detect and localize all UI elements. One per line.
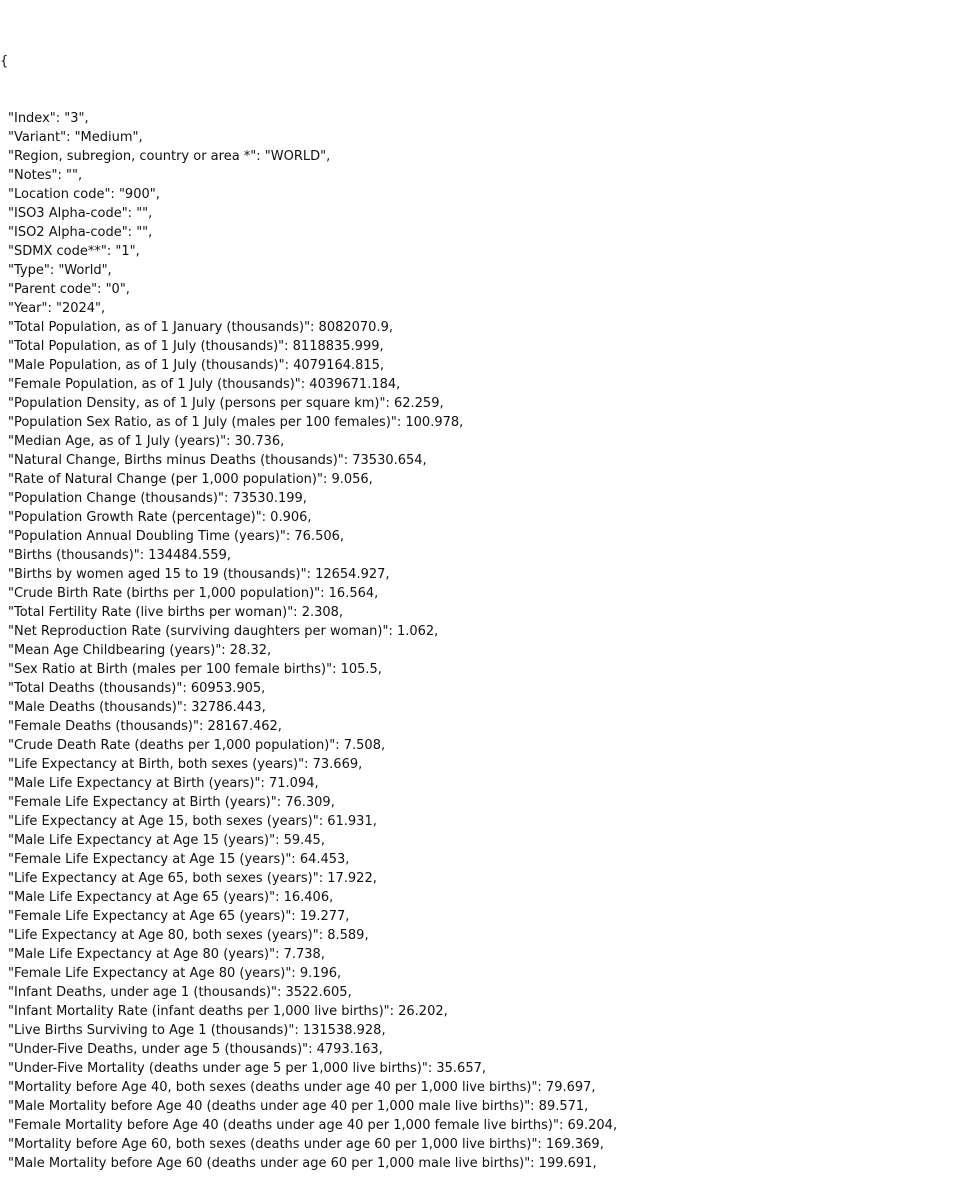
- json-field-line: "Total Fertility Rate (live births per woman)": 2.308,: [8, 605, 344, 620]
- json-field-line: "Population Density, as of 1 July (persons per square km)": 62.259,: [8, 396, 444, 411]
- json-field-line: "Male Life Expectancy at Age 80 (years)": 7.738,: [8, 947, 325, 962]
- json-field-line: "Sex Ratio at Birth (males per 100 female births)": 105.5,: [8, 662, 382, 677]
- json-field-line: "Region, subregion, country or area *": "WORLD",: [8, 149, 331, 164]
- json-field-line: "Female Deaths (thousands)": 28167.462,: [8, 719, 282, 734]
- json-field-line: "Crude Death Rate (deaths per 1,000 population)": 7.508,: [8, 738, 386, 753]
- json-field-line: "Natural Change, Births minus Deaths (thousands)": 73530.654,: [8, 453, 427, 468]
- json-lines: [0, 109, 960, 1173]
- json-field-line: "Male Mortality before Age 60 (deaths under age 60 per 1,000 male live births)": 199.691,: [8, 1156, 597, 1171]
- json-field-line: "Mortality before Age 60, both sexes (deaths under age 60 per 1,000 live births)": 169.369,: [8, 1137, 604, 1152]
- json-field-line: "Parent code": "0",: [8, 282, 130, 297]
- json-field-line: "Rate of Natural Change (per 1,000 population)": 9.056,: [8, 472, 373, 487]
- json-field-line: "Male Mortality before Age 40 (deaths under age 40 per 1,000 male live births)": 89.571,: [8, 1099, 589, 1114]
- json-field-line: "Mean Age Childbearing (years)": 28.32,: [8, 643, 272, 658]
- json-field-line: "Population Sex Ratio, as of 1 July (males per 100 females)": 100.978,: [8, 415, 464, 430]
- json-field-line: "Male Life Expectancy at Birth (years)": 71.094,: [8, 776, 319, 791]
- json-field-line: "Life Expectancy at Age 15, both sexes (years)": 61.931,: [8, 814, 377, 829]
- json-field-line: "Infant Deaths, under age 1 (thousands)": 3522.605,: [8, 985, 352, 1000]
- json-field-line: "Births by women aged 15 to 19 (thousands)": 12654.927,: [8, 567, 390, 582]
- json-field-line: "Male Population, as of 1 July (thousands)": 4079164.815,: [8, 358, 385, 373]
- json-field-line: "SDMX code**": "1",: [8, 244, 140, 259]
- json-field-line: "Total Deaths (thousands)": 60953.905,: [8, 681, 266, 696]
- json-field-line: "Life Expectancy at Age 80, both sexes (years)": 8.589,: [8, 928, 369, 943]
- json-field-line: "ISO3 Alpha-code": "",: [8, 206, 153, 221]
- json-field-line: "Variant": "Medium",: [8, 130, 143, 145]
- json-field-line: "Index": "3",: [8, 111, 89, 126]
- json-field-line: "Births (thousands)": 134484.559,: [8, 548, 231, 563]
- json-field-line: "Male Deaths (thousands)": 32786.443,: [8, 700, 266, 715]
- json-field-line: "Female Population, as of 1 July (thousands)": 4039671.184,: [8, 377, 401, 392]
- open-brace: {: [0, 54, 9, 69]
- json-field-line: "Infant Mortality Rate (infant deaths per 1,000 live births)": 26.202,: [8, 1004, 448, 1019]
- json-field-line: "Live Births Surviving to Age 1 (thousands)": 131538.928,: [8, 1023, 386, 1038]
- json-field-line: "Under-Five Mortality (deaths under age 5 per 1,000 live births)": 35.657,: [8, 1061, 486, 1076]
- json-field-line: "Female Life Expectancy at Age 65 (years)": 19.277,: [8, 909, 350, 924]
- json-field-line: "Total Population, as of 1 July (thousands)": 8118835.999,: [8, 339, 384, 354]
- json-document: [0, 14, 960, 1192]
- json-field-line: "Median Age, as of 1 July (years)": 30.736,: [8, 434, 285, 449]
- json-field-line: "Type": "World",: [8, 263, 112, 278]
- json-field-line: "Life Expectancy at Birth, both sexes (years)": 73.669,: [8, 757, 363, 772]
- json-field-line: "Female Life Expectancy at Birth (years)": 76.309,: [8, 795, 335, 810]
- json-field-line: "Female Life Expectancy at Age 80 (years)": 9.196,: [8, 966, 342, 981]
- json-field-line: "Female Mortality before Age 40 (deaths under age 40 per 1,000 female live births)": 69.204,: [8, 1118, 618, 1133]
- json-field-line: "Life Expectancy at Age 65, both sexes (years)": 17.922,: [8, 871, 377, 886]
- json-field-line: "Crude Birth Rate (births per 1,000 population)": 16.564,: [8, 586, 379, 601]
- json-field-line: "Location code": "900",: [8, 187, 160, 202]
- json-field-line: "ISO2 Alpha-code": "",: [8, 225, 153, 240]
- json-field-line: "Population Growth Rate (percentage)": 0.906,: [8, 510, 312, 525]
- json-field-line: "Notes": "",: [8, 168, 83, 183]
- json-field-line: "Total Population, as of 1 January (thousands)": 8082070.9,: [8, 320, 393, 335]
- json-field-line: "Mortality before Age 40, both sexes (deaths under age 40 per 1,000 live births)": 79.697,: [8, 1080, 596, 1095]
- json-field-line: "Male Life Expectancy at Age 15 (years)": 59.45,: [8, 833, 325, 848]
- json-field-line: "Population Annual Doubling Time (years)": 76.506,: [8, 529, 345, 544]
- json-field-line: "Male Life Expectancy at Age 65 (years)": 16.406,: [8, 890, 334, 905]
- json-field-line: "Female Life Expectancy at Age 15 (years)": 64.453,: [8, 852, 350, 867]
- json-field-line: "Population Change (thousands)": 73530.199,: [8, 491, 307, 506]
- json-field-line: "Net Reproduction Rate (surviving daughters per woman)": 1.062,: [8, 624, 439, 639]
- json-field-line: "Year": "2024",: [8, 301, 106, 316]
- json-field-line: "Under-Five Deaths, under age 5 (thousands)": 4793.163,: [8, 1042, 383, 1057]
